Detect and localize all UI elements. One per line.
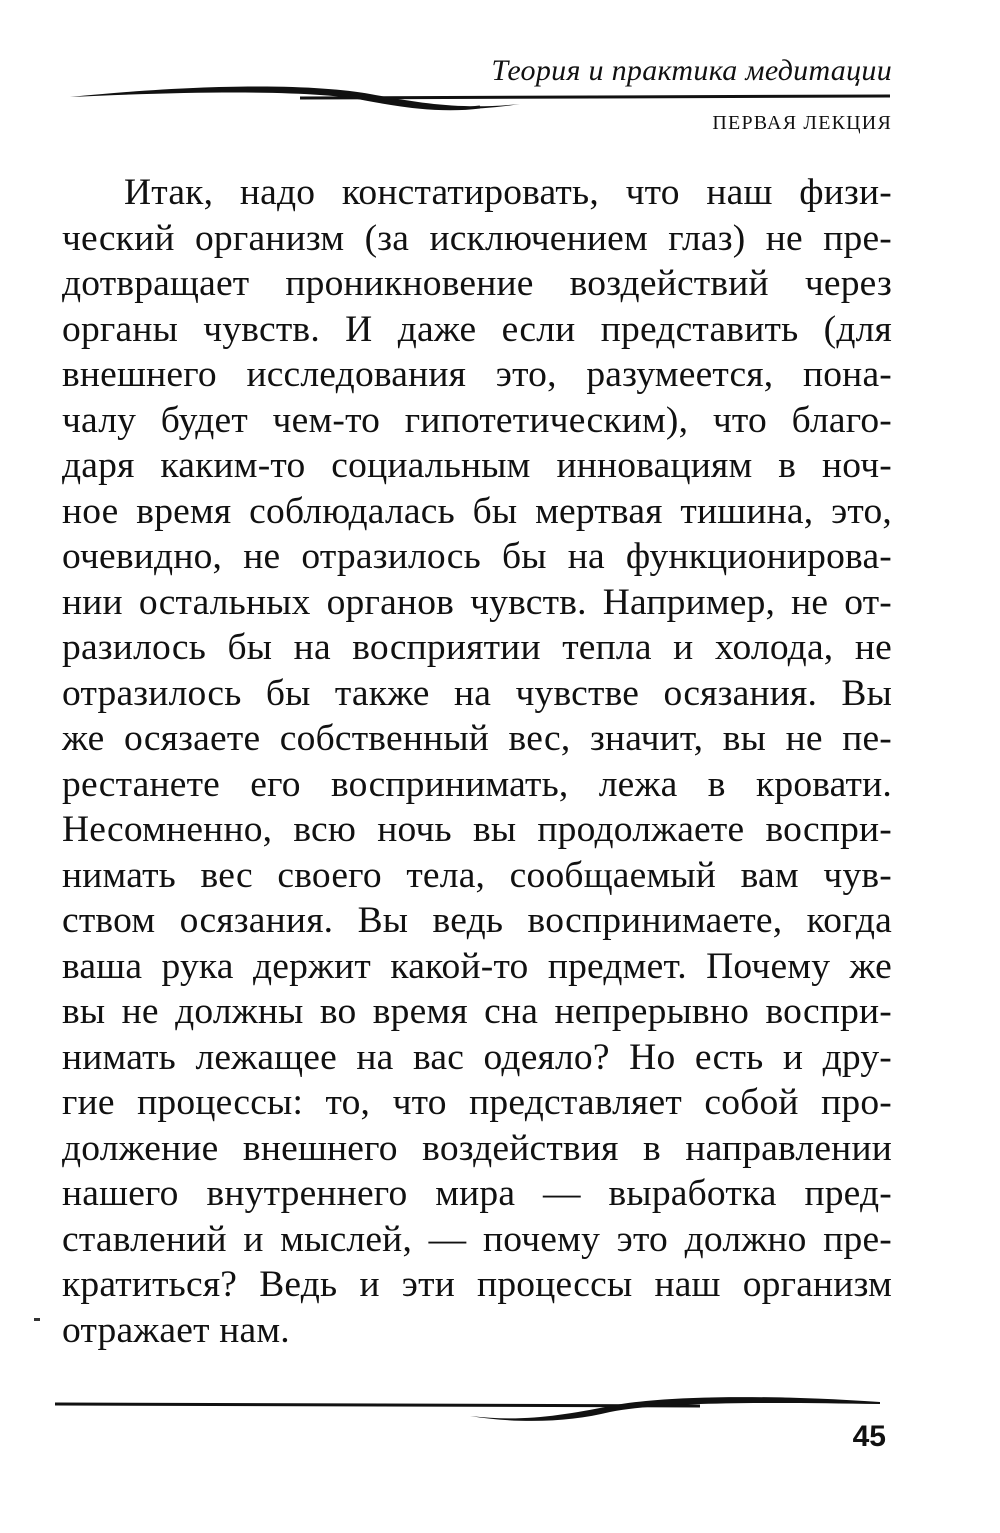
footer-ornament-rule	[0, 1382, 1000, 1442]
text-line: нии остальных органов чувств. Например, не от-	[62, 581, 892, 623]
text-line: кратиться? Ведь и эти процессы наш организм	[62, 1264, 892, 1305]
text-line: нимать лежащее на вас одеяло? Но есть и дру-	[62, 1036, 892, 1078]
text-line: очевидно, не отразилось бы на функционирова-	[62, 536, 892, 577]
text-line: чалу будет чем-то гипотетическим), что благо-	[62, 399, 892, 441]
text-line: ваша рука держит какой-то предмет. Почему же	[62, 945, 892, 987]
text-line: вы не должны во время сна непрерывно воспри-	[62, 991, 892, 1032]
chapter-label: ПЕРВАЯ ЛЕКЦИЯ	[712, 112, 892, 134]
text-line: даря каким-то социальным инновациям в ноч-	[62, 445, 892, 486]
text-line: ством осязания. Вы ведь воспринимаете, когда	[62, 900, 892, 941]
text-line: дотвращает проникновение воздействий через	[62, 263, 892, 304]
text-line: Несомненно, всю ночь вы продолжаете воспри-	[62, 809, 892, 850]
main-paragraph	[62, 170, 892, 1353]
text-line: ное время соблюдалась бы мертвая тишина, это,	[62, 490, 892, 532]
text-line: разилось бы на восприятии тепла и холода, не	[62, 627, 892, 668]
text-line: внешнего исследования это, разумеется, пона-	[62, 354, 892, 395]
text-line: органы чувств. И даже если представить (для	[62, 308, 892, 350]
text-line: отразилось бы также на чувстве осязания. Вы	[62, 672, 892, 714]
page-number: 45	[852, 1420, 886, 1453]
text-line: рестанете его воспринимать, лежа в кровати.	[62, 763, 892, 805]
text-line: гие процессы: то, что представляет собой про-	[62, 1082, 892, 1123]
text-line: Итак, надо констатировать, что наш физи-	[124, 172, 892, 213]
text-line: нашего внутреннего мира — выработка пред-	[62, 1173, 892, 1214]
text-line: ставлений и мыслей, — почему это должно пре-	[62, 1218, 892, 1260]
text-line: должение внешнего воздействия в направлении	[62, 1127, 892, 1169]
text-line: же осязаете собственный вес, значит, вы не пе-	[62, 718, 892, 759]
print-speck	[34, 1318, 40, 1321]
text-line: нимать вес своего тела, сообщаемый вам чув-	[62, 854, 892, 896]
running-title: Теория и практика медитации	[491, 54, 892, 87]
text-line: ческий организм (за исключением глаз) не пре-	[62, 217, 892, 259]
text-line-last: отражает нам.	[62, 1309, 290, 1351]
